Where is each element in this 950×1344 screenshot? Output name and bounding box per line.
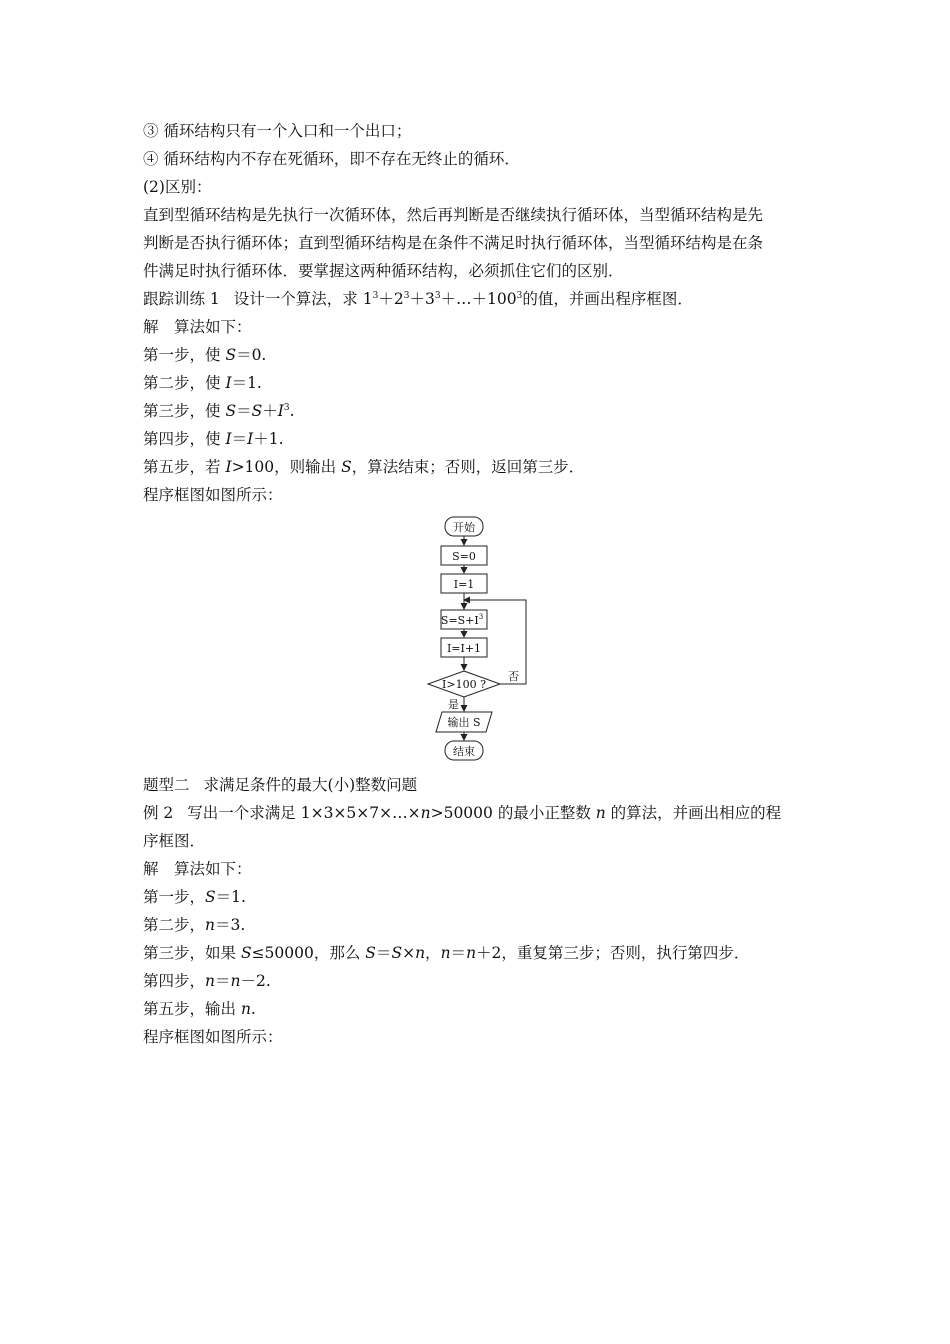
topic-label: 题型二 (143, 776, 190, 794)
text-span: 第五步，输出 (143, 1000, 241, 1018)
example-label: 例 2 (143, 804, 174, 822)
text-span: 的算法，并画出相应的程 (605, 804, 782, 822)
text-span: 的值，并画出程序框图． (522, 290, 693, 308)
text-line: 程序框图如图所示： (143, 1028, 283, 1046)
text-span: × (402, 944, 416, 962)
step-line (143, 429, 284, 449)
text-line: 直到型循环结构是先执行一次循环体，然后再判断是否继续执行循环体，当型循环结构是先 (143, 206, 764, 224)
variable: I (225, 374, 232, 392)
step-line (143, 999, 256, 1019)
text-span: ＝3. (215, 916, 246, 934)
update-s-label (441, 613, 483, 627)
text-span: ＋2 (378, 290, 404, 308)
step-line (143, 971, 271, 991)
solution-heading: 解 算法如下： (143, 860, 252, 878)
start-label: 开始 (453, 521, 475, 534)
text-span: . (250, 1000, 256, 1018)
increment-i-label: I=I+1 (446, 642, 482, 655)
superscript: 3 (478, 613, 484, 621)
step-line (143, 401, 295, 421)
text-span: 第三步，使 (143, 402, 226, 420)
init-i-label: I=1 (453, 578, 475, 591)
superscript: 3 (403, 291, 410, 301)
text-line: 判断是否执行循环体；直到型循环结构是在条件不满足时执行循环体，当型循环结构是在条 (143, 234, 764, 252)
text-span: －2. (240, 972, 271, 990)
end-label: 结束 (453, 745, 475, 758)
update-s-text: S=S+I (440, 614, 479, 627)
text-span: 第二步，使 (143, 374, 226, 392)
text-span: 第一步， (143, 888, 206, 906)
variable: n (466, 944, 477, 962)
example-line (143, 803, 781, 823)
text-span: ＝ (236, 402, 252, 420)
variable: n (230, 972, 241, 990)
text-span: 第三步，如果 (143, 944, 241, 962)
variable: n (595, 804, 606, 822)
step-line (143, 457, 584, 477)
text-span: ＋3 (409, 290, 435, 308)
text-span: ＋1. (253, 430, 284, 448)
variable: S (365, 944, 376, 962)
text-span: >100，则输出 (231, 458, 342, 476)
text-span: ＝ (375, 944, 392, 962)
text-line: 序框图． (143, 832, 206, 850)
text-span: ，算法结束；否则，返回第三步． (351, 458, 585, 476)
variable: I (247, 430, 254, 448)
condition-label: I>100 ? (442, 678, 486, 691)
variable: S (341, 458, 352, 476)
variable: n (240, 1000, 251, 1018)
variable: I (225, 458, 232, 476)
text-span: ＝ (215, 972, 231, 990)
variable: S (225, 346, 237, 364)
text-span: ， (425, 944, 441, 962)
text-span: ＝1. (215, 888, 246, 906)
variable: I (225, 430, 232, 448)
output-label: 输出 S (447, 716, 481, 729)
superscript: 3 (283, 403, 290, 413)
text-span: >50000 的最小正整数 (430, 804, 596, 822)
flowchart (420, 514, 540, 768)
variable: S (225, 402, 237, 420)
text-span: ＝0. (236, 346, 267, 364)
text-span: 第四步，使 (143, 430, 226, 448)
step-line (143, 915, 245, 935)
text-span: ＋ (262, 402, 278, 420)
topic-heading (143, 775, 417, 795)
text-span: ≤50000，那么 (251, 944, 366, 962)
text-span: 设计一个算法，求 1 (233, 290, 373, 308)
variable: S (205, 888, 216, 906)
exercise-line (143, 289, 693, 309)
superscript: 3 (434, 291, 441, 301)
text-span: 写出一个求满足 1×3×5×7×…× (187, 804, 421, 822)
text-line: 件满足时执行循环体．要掌握这两种循环结构，必须抓住它们的区别． (143, 262, 624, 280)
variable: S (240, 944, 252, 962)
text-span: 第一步，使 (143, 346, 226, 364)
solution-heading: 解 算法如下： (143, 318, 252, 336)
no-label: 否 (508, 670, 519, 683)
text-line: ③ 循环结构只有一个入口和一个出口； (143, 122, 412, 140)
text-span: ＋…＋100 (440, 290, 517, 308)
text-span: ＝1. (231, 374, 262, 392)
step-line (143, 943, 749, 963)
yes-label: 是 (448, 698, 459, 711)
exercise-label: 跟踪训练 1 (143, 290, 220, 308)
text-span: . (289, 402, 295, 420)
variable: n (420, 804, 431, 822)
topic-title: 求满足条件的最大(小)整数问题 (203, 776, 418, 794)
step-line (143, 373, 262, 393)
superscript: 3 (516, 291, 523, 301)
init-s-label: S=0 (452, 550, 476, 563)
variable: n (205, 916, 215, 934)
variable: n (440, 944, 451, 962)
variable: S (391, 944, 403, 962)
text-line: ④ 循环结构内不存在死循环，即不存在无终止的循环． (143, 150, 520, 168)
text-span: 第五步，若 (143, 458, 226, 476)
superscript: 3 (372, 291, 379, 301)
variable: n (205, 972, 215, 990)
variable: S (251, 402, 263, 420)
section-heading: (2)区别： (143, 178, 212, 196)
step-line (143, 345, 266, 365)
text-span: ＋2，重复第三步；否则，执行第四步． (476, 944, 750, 962)
text-span: 第四步， (143, 972, 206, 990)
text-line: 程序框图如图所示： (143, 486, 283, 504)
text-span: ＝ (450, 944, 467, 962)
text-span: 第二步， (143, 916, 206, 934)
text-span: ＝ (231, 430, 248, 448)
step-line (143, 887, 246, 907)
variable: n (415, 944, 426, 962)
variable: I (277, 402, 284, 420)
